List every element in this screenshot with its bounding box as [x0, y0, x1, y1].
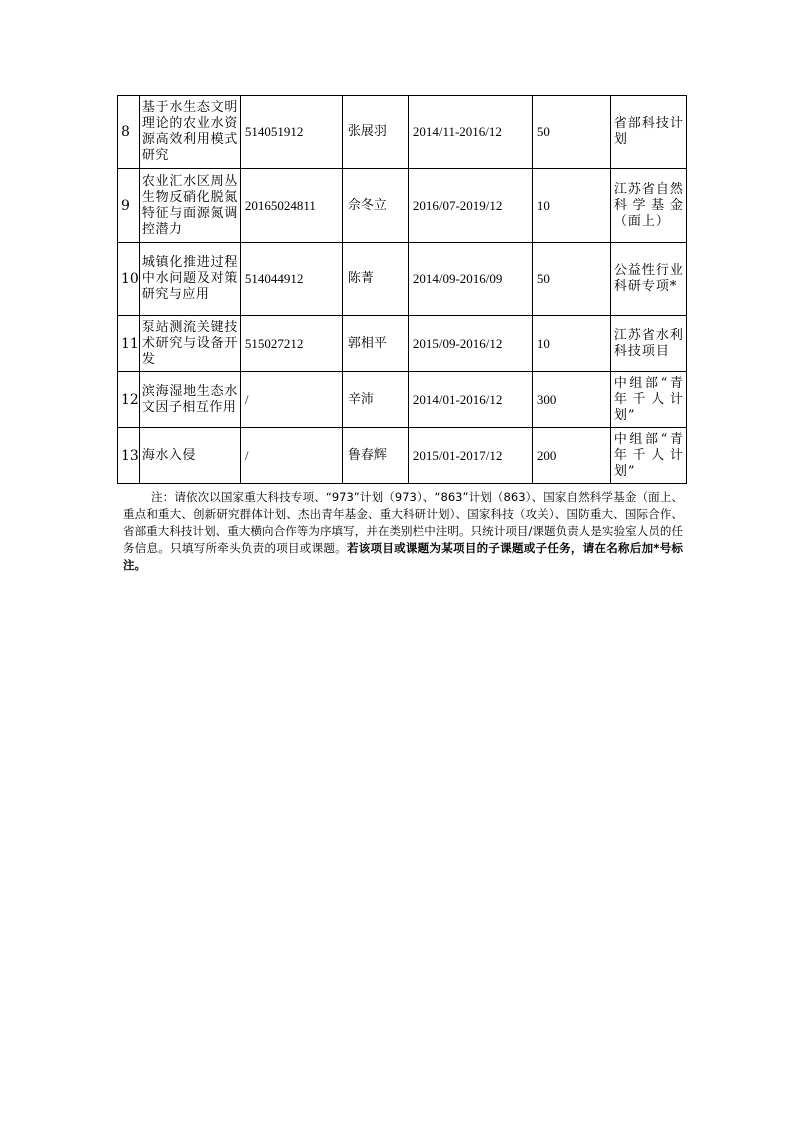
- footnote-paragraph: [123, 489, 683, 574]
- project-fund: 200: [532, 428, 610, 484]
- projects-table: [117, 95, 687, 484]
- project-leader: 陈菁: [342, 243, 408, 316]
- project-code: 514051912: [240, 96, 342, 169]
- row-number: 11: [118, 316, 140, 372]
- row-number: 9: [118, 169, 140, 243]
- project-code: /: [240, 372, 342, 428]
- project-category: 省部科技计划: [610, 96, 686, 169]
- project-fund: 10: [532, 169, 610, 243]
- row-number: 13: [118, 428, 140, 484]
- table-row: [118, 96, 687, 169]
- project-fund: 50: [532, 243, 610, 316]
- table-row: [118, 169, 687, 243]
- footnote-text: 注：请依次以国家重大科技专项、“973”计划（973）、“863”计划（863）、国家自然科学基金（面上、重点和重大、创新研究群体计划、杰出青年基金、重大科研计划）、国家科技（攻关）、国防重大、国际合作、省部重大科技计划、重大横向合作等为序填写，并在类别栏中注明。只统计项目/课题负责人是实验室人员的任务信息。只填写所牵头负责的项目或课题。: [123, 490, 683, 555]
- project-leader: 郭相平: [342, 316, 408, 372]
- project-fund: 50: [532, 96, 610, 169]
- project-name: 城镇化推进过程中水问题及对策研究与应用: [139, 243, 240, 316]
- project-fund: 300: [532, 372, 610, 428]
- project-name: 滨海湿地生态水文因子相互作用: [139, 372, 240, 428]
- row-number: 8: [118, 96, 140, 169]
- project-period: 2014/01-2016/12: [408, 372, 532, 428]
- project-leader: 张展羽: [342, 96, 408, 169]
- project-name: 泵站测流关键技术研究与设备开发: [139, 316, 240, 372]
- project-category: 公益性行业科研专项*: [610, 243, 686, 316]
- project-period: 2014/11-2016/12: [408, 96, 532, 169]
- project-name: 基于水生态文明理论的农业水资源高效利用模式研究: [139, 96, 240, 169]
- row-number: 12: [118, 372, 140, 428]
- row-number: 10: [118, 243, 140, 316]
- project-period: 2014/09-2016/09: [408, 243, 532, 316]
- table-row: [118, 316, 687, 372]
- footnote-bold-text: 若该项目或课题为某项目的子课题或子任务，请在名称后加*号标注。: [123, 541, 683, 572]
- project-name: 海水入侵: [139, 428, 240, 484]
- project-code: 514044912: [240, 243, 342, 316]
- project-leader: 鲁春辉: [342, 428, 408, 484]
- table-row: [118, 372, 687, 428]
- project-category: 江苏省水利科技项目: [610, 316, 686, 372]
- project-leader: 佘冬立: [342, 169, 408, 243]
- project-code: /: [240, 428, 342, 484]
- project-code: 20165024811: [240, 169, 342, 243]
- table-row: [118, 428, 687, 484]
- project-category: 中组部“青年千人计划”: [610, 428, 686, 484]
- project-period: 2015/01-2017/12: [408, 428, 532, 484]
- project-category: 江苏省自然科学基金（面上）: [610, 169, 686, 243]
- table-row: [118, 243, 687, 316]
- project-code: 515027212: [240, 316, 342, 372]
- project-category: 中组部“青年千人计划”: [610, 372, 686, 428]
- project-name: 农业汇水区周丛生物反硝化脱氮特征与面源氮调控潜力: [139, 169, 240, 243]
- table-footnote: [123, 489, 683, 574]
- project-fund: 10: [532, 316, 610, 372]
- project-leader: 辛沛: [342, 372, 408, 428]
- project-period: 2015/09-2016/12: [408, 316, 532, 372]
- project-period: 2016/07-2019/12: [408, 169, 532, 243]
